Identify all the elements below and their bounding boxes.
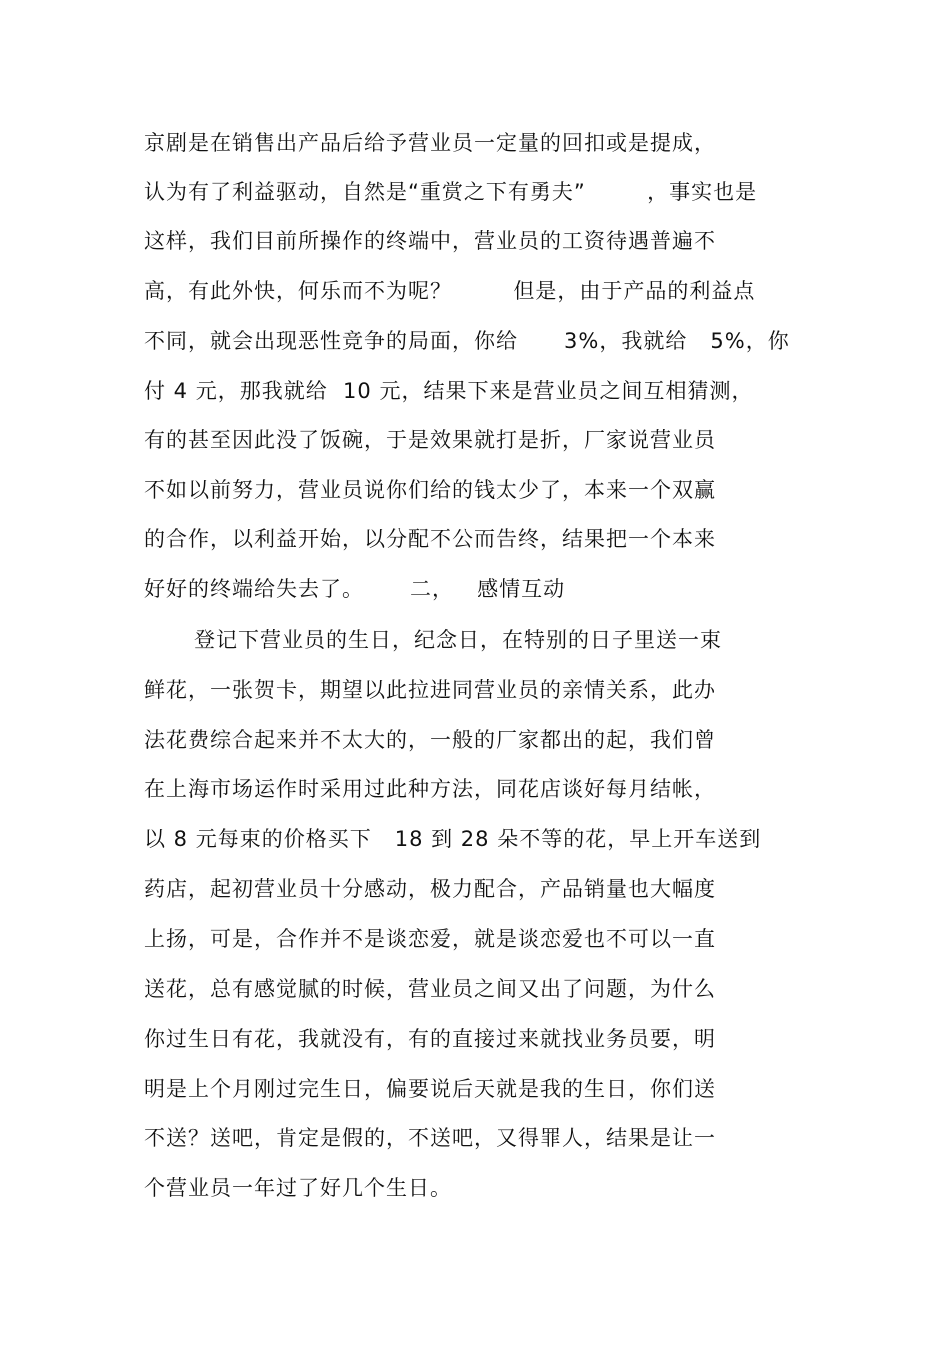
text-line: 付 4 元，那我就给 10 元，结果下来是营业员之间互相猜测， — [144, 379, 754, 403]
text-line: 法花费综合起来并不太大的，一般的厂家都出的起，我们曾 — [144, 728, 716, 752]
text-line: 高，有此外快，何乐而不为呢？ 但是，由于产品的利益点 — [144, 279, 756, 303]
text-line: 在上海市场运作时采用过此种方法，同花店谈好每月结帐， — [144, 777, 716, 801]
text-line: 京剧是在销售出产品后给予营业员一定量的回扣或是提成， — [144, 131, 716, 155]
paragraph-first-line: 登记下营业员的生日，纪念日，在特别的日子里送一束 — [194, 628, 722, 652]
text-line: 不同，就会出现恶性竞争的局面，你给 3%，我就给 5%，你 — [144, 329, 790, 353]
text-line: 这样，我们目前所操作的终端中，营业员的工资待遇普遍不 — [144, 229, 716, 253]
text-line: 你过生日有花，我就没有，有的直接过来就找业务员要，明 — [144, 1027, 716, 1051]
text-line: 上扬，可是，合作并不是谈恋爱，就是谈恋爱也不可以一直 — [144, 927, 716, 951]
text-line: 送花，总有感觉腻的时候，营业员之间又出了问题，为什么 — [144, 977, 716, 1001]
text-line: 以 8 元每束的价格买下 18 到 28 朵不等的花，早上开车送到 — [144, 827, 762, 851]
text-line: 明是上个月刚过完生日，偏要说后天就是我的生日，你们送 — [144, 1077, 716, 1101]
text-line: 不送？送吧，肯定是假的，不送吧，又得罪人，结果是让一 — [144, 1126, 716, 1150]
text-line: 认为有了利益驱动，自然是“重赏之下有勇夫” ，事实也是 — [144, 180, 758, 204]
text-line: 个营业员一年过了好几个生日。 — [144, 1176, 452, 1200]
text-line: 鲜花，一张贺卡，期望以此拉进同营业员的亲情关系，此办 — [144, 678, 716, 702]
text-line: 好好的终端给失去了。 二， 感情互动 — [144, 577, 566, 601]
text-line: 药店，起初营业员十分感动，极力配合，产品销量也大幅度 — [144, 877, 716, 901]
text-line: 不如以前努力，营业员说你们给的钱太少了，本来一个双赢 — [144, 478, 716, 502]
text-line: 的合作，以利益开始，以分配不公而告终，结果把一个本来 — [144, 527, 716, 551]
text-line: 有的甚至因此没了饭碗，于是效果就打是折，厂家说营业员 — [144, 428, 716, 452]
